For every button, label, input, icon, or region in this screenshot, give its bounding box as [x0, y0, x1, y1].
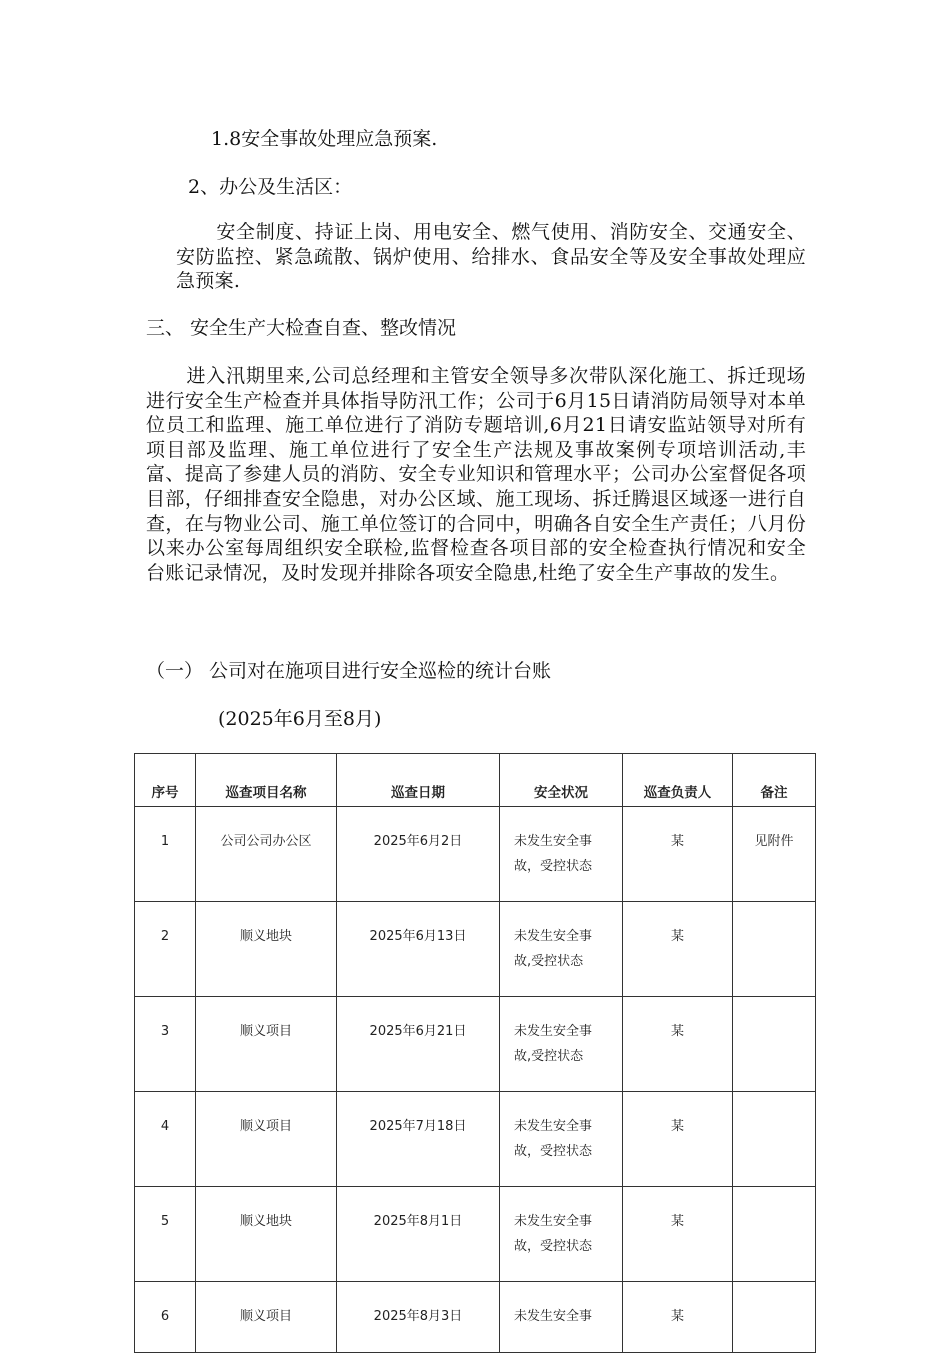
cell-status: 未发生安全事 故，受控状态 [500, 807, 623, 902]
cell-status: 未发生安全事 [500, 1282, 623, 1353]
cell-no: 1 [135, 807, 196, 902]
cell-note [733, 1282, 816, 1353]
cell-owner: 某 [623, 997, 733, 1092]
cell-date: 2025年7月18日 [337, 1092, 500, 1187]
cell-date: 2025年6月21日 [337, 997, 500, 1092]
cell-note [733, 1092, 816, 1187]
cell-note [733, 1187, 816, 1282]
cell-project-name: 顺义项目 [196, 1282, 337, 1353]
item-1-8: 1.8安全事故处理应急预案. [211, 128, 438, 150]
cell-no: 6 [135, 1282, 196, 1353]
section-2-heading: 2、办公及生活区： [188, 176, 353, 198]
cell-no: 2 [135, 902, 196, 997]
table-row [135, 1282, 816, 1353]
cell-project-name: 公司公司办公区 [196, 807, 337, 902]
cell-project-name: 顺义项目 [196, 1092, 337, 1187]
cell-no: 5 [135, 1187, 196, 1282]
table-row [135, 902, 816, 997]
cell-date: 2025年6月13日 [337, 902, 500, 997]
cell-owner: 某 [623, 807, 733, 902]
cell-date: 2025年8月1日 [337, 1187, 500, 1282]
header-date: 巡查日期 [337, 754, 500, 807]
header-status: 安全状况 [500, 754, 623, 807]
cell-status: 未发生安全事 故，受控状态 [500, 1092, 623, 1187]
section-3-body: 进入汛期里来,公司总经理和主管安全领导多次带队深化施工、拆迁现场进行安全生产检查并具体指导防汛工作；公司于6月15日请消防局领导对本单位员工和监理、施工单位进行了消防专题培训,6月21日请安监站领导对所有项目部及监理、施工单位进行了安全生产法规及事故案例专项培训活动,丰富、提高了参建人员的消防、安全专业知识和管理水平；公司办公室督促各项目部，仔细排查安全隐患，对办公区域、施工现场、拆迁腾退区域逐一进行自查，在与物业公司、施工单位签订的合同中，明确各自安全生产责任；八月份以来办公室每周组织安全联检,监督检查各项目部的安全检查执行情况和安全台账记录情况，及时发现并排除各项安全隐患,杜绝了安全生产事故的发生。 [146, 365, 806, 584]
cell-status: 未发生安全事 故,受控状态 [500, 997, 623, 1092]
cell-project-name: 顺义项目 [196, 997, 337, 1092]
inspection-ledger-table [134, 753, 816, 1353]
cell-project-name: 顺义地块 [196, 902, 337, 997]
cell-owner: 某 [623, 1187, 733, 1282]
cell-note [733, 997, 816, 1092]
header-project-name: 巡查项目名称 [196, 754, 337, 807]
table-row [135, 1187, 816, 1282]
subsection-1-heading: （一） 公司对在施项目进行安全巡检的统计台账 [146, 660, 552, 682]
cell-note [733, 902, 816, 997]
subsection-1-period: (2025年6月至8月) [218, 708, 382, 730]
cell-project-name: 顺义地块 [196, 1187, 337, 1282]
header-no: 序号 [135, 754, 196, 807]
table-row [135, 807, 816, 902]
cell-status: 未发生安全事 故,受控状态 [500, 902, 623, 997]
cell-owner: 某 [623, 1282, 733, 1353]
table-header-row [135, 754, 816, 807]
header-owner: 巡查负责人 [623, 754, 733, 807]
table-row [135, 997, 816, 1092]
header-note: 备注 [733, 754, 816, 807]
cell-date: 2025年8月3日 [337, 1282, 500, 1353]
cell-note: 见附件 [733, 807, 816, 902]
cell-date: 2025年6月2日 [337, 807, 500, 902]
section-2-body: 安全制度、持证上岗、用电安全、燃气使用、消防安全、交通安全、安防监控、紧急疏散、锅炉使用、给排水、食品安全等及安全事故处理应急预案. [176, 221, 806, 293]
cell-status: 未发生安全事 故，受控状态 [500, 1187, 623, 1282]
cell-no: 3 [135, 997, 196, 1092]
cell-no: 4 [135, 1092, 196, 1187]
cell-owner: 某 [623, 902, 733, 997]
cell-owner: 某 [623, 1092, 733, 1187]
section-3-heading: 三、 安全生产大检查自查、整改情况 [146, 317, 457, 339]
table-row [135, 1092, 816, 1187]
